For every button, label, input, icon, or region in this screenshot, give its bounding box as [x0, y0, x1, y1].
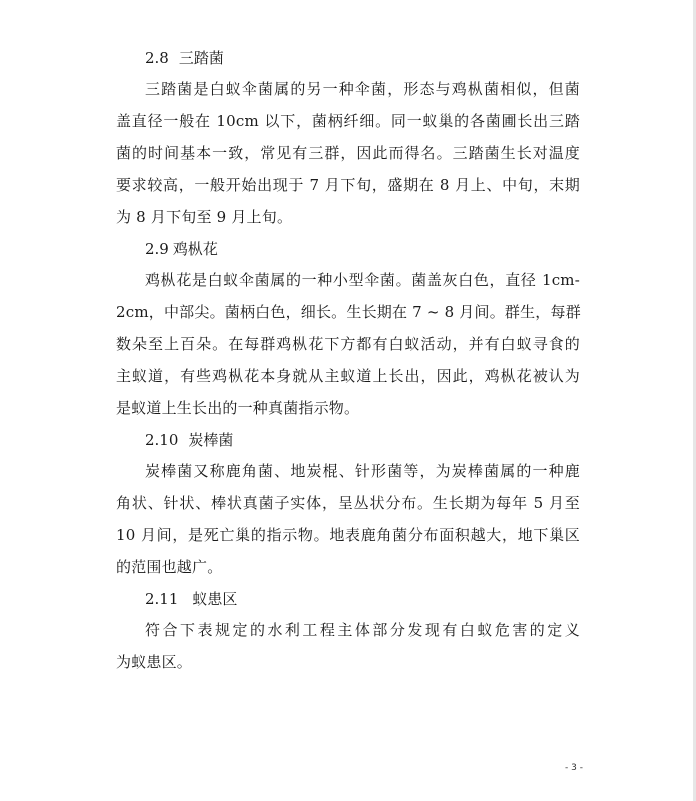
paragraph-line: 角状、针状、棒状真菌子实体，呈丛状分布。生长期为每年 5 月至 [116, 494, 580, 512]
section-paragraph-2-9 [116, 270, 580, 419]
paragraph-line: 主蚁道，有些鸡枞花本身就从主蚁道上长出，因此，鸡枞花被认为 [116, 367, 580, 385]
section-title: 鸡枞花 [172, 240, 218, 258]
paragraph-line: 为蚁患区。 [116, 653, 193, 671]
paragraph-line: 数朵至上百朵。在每群鸡枞花下方都有白蚁活动，并有白蚁寻食的 [116, 335, 580, 353]
section-heading-2-8 [116, 48, 580, 68]
section-heading-2-10 [116, 430, 580, 450]
section-number: 2.11 [145, 590, 179, 608]
paragraph-line: 符合下表规定的水利工程主体部分发现有白蚁危害的定义 [145, 621, 580, 639]
page-number: - 3 - [565, 763, 583, 773]
paragraph-line: 菌的时间基本一致，常见有三群，因此而得名。三踏菌生长对温度 [116, 144, 580, 162]
paragraph-line: 鸡枞花是白蚁伞菌属的一种小型伞菌。菌盖灰白色，直径 1cm- [145, 271, 580, 289]
paragraph-line: 三踏菌是白蚁伞菌属的另一种伞菌，形态与鸡枞菌相似，但菌 [145, 80, 580, 98]
section-paragraph-2-10 [116, 461, 580, 578]
section-number: 2.9 [145, 240, 169, 258]
paragraph-line: 的范围也越广。 [116, 558, 223, 576]
section-title: 蚁患区 [192, 590, 238, 608]
paragraph-line: 盖直径一般在 10cm 以下，菌柄纤细。同一蚁巢的各菌圃长出三踏 [116, 112, 580, 130]
section-paragraph-2-8 [116, 79, 580, 228]
paragraph-line: 2cm，中部尖。菌柄白色，细长。生长期在 7 ~ 8 月间。群生，每群 [116, 303, 581, 321]
section-number: 2.8 [145, 49, 169, 67]
section-heading-2-11 [116, 589, 580, 609]
section-number: 2.10 [145, 431, 179, 449]
section-paragraph-2-11 [116, 620, 580, 673]
paragraph-line: 是蚁道上生长出的一种真菌指示物。 [116, 399, 360, 417]
paragraph-line: 炭棒菌又称鹿角菌、地炭棍、针形菌等，为炭棒菌属的一种鹿 [145, 462, 580, 480]
paragraph-line: 为 8 月下旬至 9 月上旬。 [116, 208, 293, 226]
section-title: 三踏菌 [178, 49, 224, 67]
document-body [116, 48, 580, 684]
section-title: 炭棒菌 [188, 431, 234, 449]
paragraph-line: 10 月间，是死亡巢的指示物。地表鹿角菌分布面积越大，地下巢区 [116, 526, 580, 544]
paragraph-line: 要求较高，一般开始出现于 7 月下旬，盛期在 8 月上、中旬，末期 [116, 176, 580, 194]
section-heading-2-9 [116, 239, 580, 259]
